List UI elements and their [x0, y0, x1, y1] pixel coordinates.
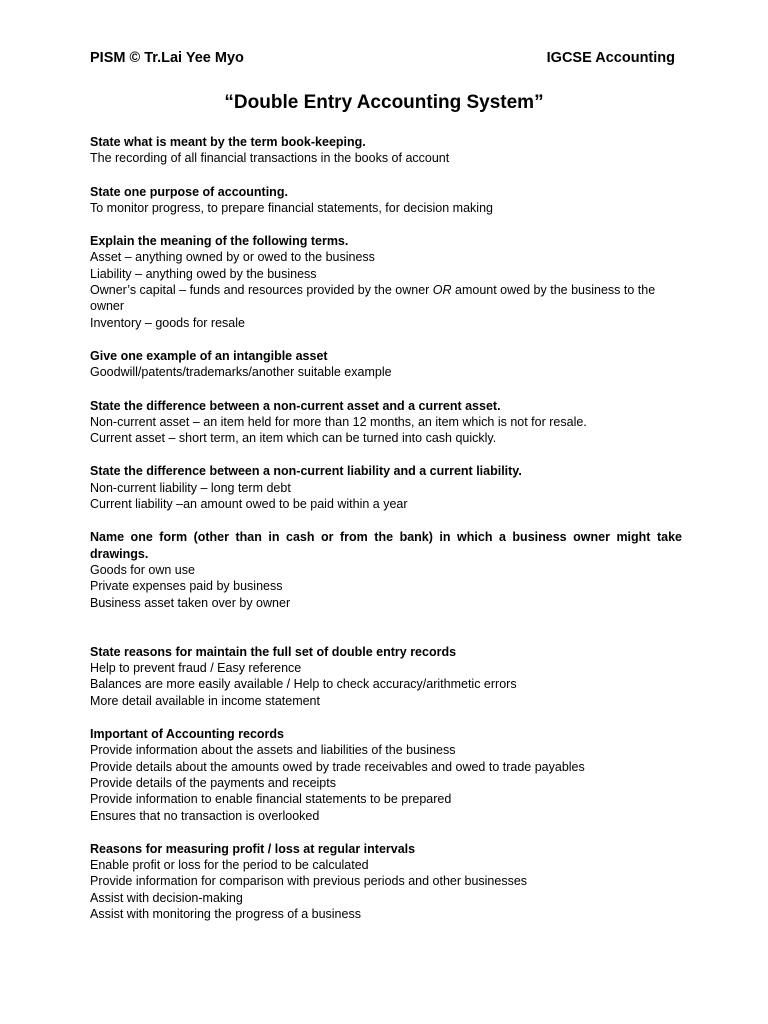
answer-line: Provide information about the assets and liabilities of the business	[90, 743, 456, 758]
document-title: “Double Entry Accounting System”	[224, 92, 544, 113]
section-intangible	[90, 348, 682, 381]
question: Reasons for measuring profit / loss at regular intervals	[90, 841, 416, 856]
section-assets	[90, 398, 682, 447]
header-subject: IGCSE Accounting	[546, 50, 675, 66]
page-header	[90, 50, 675, 70]
answer-line: Liability – anything owed by the business	[90, 266, 317, 281]
emphasis-or: OR	[432, 283, 452, 298]
question: Name one form (other than in cash or from the bank) in which a business owner might take drawings.	[90, 530, 682, 561]
section-liabilities	[90, 463, 682, 512]
answer-line: Private expenses paid by business	[90, 579, 283, 594]
answer-line: Ensures that no transaction is overlooked	[90, 808, 320, 823]
question: State what is meant by the term book-keeping.	[90, 135, 366, 149]
answer-line: Balances are more easily available / Help to check accuracy/arithmetic errors	[90, 677, 517, 692]
answer-line: Provide information for comparison with previous periods and other businesses	[90, 874, 528, 889]
answer-line: Current asset – short term, an item which can be turned into cash quickly.	[90, 431, 497, 446]
question: Important of Accounting records	[90, 727, 284, 742]
answer-line: Asset – anything owned by or owed to the business	[90, 250, 375, 265]
answer-line: To monitor progress, to prepare financial statements, for decision making	[90, 200, 493, 215]
section-accounting-records	[90, 726, 682, 824]
header-author: PISM © Tr.Lai Yee Myo	[90, 50, 244, 66]
question: State the difference between a non-current liability and a current liability.	[90, 464, 522, 479]
question: Give one example of an intangible asset	[90, 348, 328, 363]
answer-line: Provide details about the amounts owed by trade receivables and owed to trade payables	[90, 759, 585, 774]
question: State reasons for maintain the full set of double entry records	[90, 644, 457, 659]
answer-line: Goodwill/patents/trademarks/another suitable example	[90, 365, 392, 380]
answer-line: The recording of all financial transactions in the books of account	[90, 151, 450, 166]
answer-line: Assist with decision-making	[90, 890, 243, 905]
answer-line: Goods for own use	[90, 562, 195, 577]
answer-line: Provide information to enable financial statements to be prepared	[90, 792, 452, 807]
answer-line: Provide details of the payments and receipts	[90, 775, 336, 790]
section-double-entry-reasons	[90, 644, 682, 709]
section-terms	[90, 233, 682, 331]
section-profit-loss	[90, 841, 682, 922]
answer-line: Owner’s capital – funds and resources provided by the owner OR amount owed by the business to the owner	[90, 283, 656, 314]
question: State one purpose of accounting.	[90, 184, 288, 199]
answer-line: Business asset taken over by owner	[90, 595, 291, 610]
answer-line: Inventory – goods for resale	[90, 315, 245, 330]
section-purpose	[90, 184, 682, 217]
answer-line: Assist with monitoring the progress of a business	[90, 906, 361, 921]
answer-line: Enable profit or loss for the period to be calculated	[90, 858, 369, 873]
question: Explain the meaning of the following terms.	[90, 234, 349, 249]
answer-line: Help to prevent fraud / Easy reference	[90, 661, 302, 676]
section-drawings	[90, 529, 682, 610]
section-book-keeping	[90, 134, 682, 167]
answer-line: Current liability –an amount owed to be paid within a year	[90, 497, 408, 512]
answer-line: More detail available in income statement	[90, 693, 320, 708]
document-body	[90, 134, 682, 939]
question: State the difference between a non-current asset and a current asset.	[90, 398, 501, 413]
answer-line: Non-current asset – an item held for more than 12 months, an item which is not for resale.	[90, 414, 587, 429]
answer-line: Non-current liability – long term debt	[90, 480, 291, 495]
